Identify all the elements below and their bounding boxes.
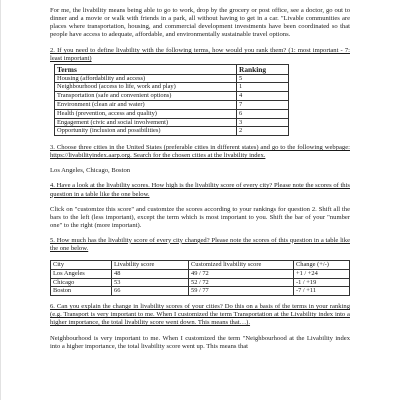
- city-cell: Boston: [51, 287, 112, 296]
- term-cell: Health (prevention, access and quality): [55, 109, 237, 118]
- table-row: [55, 109, 289, 118]
- rank-cell: 1: [237, 83, 289, 92]
- question-2: 2. If you need to define livability with the following terms, how would you rank them? (1: most important - 7: least important): [50, 47, 350, 63]
- term-cell: Neighbourhood (access to life, work and play): [55, 83, 237, 92]
- customize-instructions: Click on "customize this score" and customize the scores according to your rankings for question 2. Shift all the bars to the left (less important), except the term which is most important to you. Shift the bar of your "number one" to the right (more important).: [50, 205, 350, 229]
- ranking-header: Ranking: [237, 64, 289, 74]
- custom-score-cell: 59 / 77: [189, 287, 294, 296]
- question-4: 4. Have a look at the livability scores. How high is the livability score of every city? Please note the scores of this question in a table like the one below.: [50, 182, 350, 198]
- city-scores-table: [50, 260, 350, 296]
- city-table-header: [51, 261, 350, 270]
- table-row: [51, 269, 350, 278]
- question-5: 5. How much has the livability score of every city changed? Please note the scores of this question in a table like the one below.: [50, 236, 350, 252]
- city-header: City: [51, 261, 112, 270]
- term-cell: Opportunity (inclusion and possibilities): [55, 127, 237, 136]
- term-cell: Environment (clean air and water): [55, 100, 237, 109]
- city-cell: Los Angeles: [51, 269, 112, 278]
- table-row: [55, 83, 289, 92]
- rank-cell: 2: [237, 127, 289, 136]
- custom-score-cell: 49 / 72: [189, 269, 294, 278]
- table-row: [55, 100, 289, 109]
- ranking-table-header: [55, 64, 289, 74]
- rank-cell: 7: [237, 100, 289, 109]
- term-cell: Housing (affordability and access): [55, 74, 237, 83]
- table-row: [55, 74, 289, 83]
- score-cell: 48: [112, 269, 189, 278]
- customized-score-header: Customized livability score: [189, 261, 294, 270]
- change-cell: +1 / +24: [294, 269, 350, 278]
- question-3: 3. Choose three cities in the United States (preferable cities in different states) and go to the following webpage: https://livabilityindex.aarp.org. Search for the chosen cities at the livability index.: [50, 144, 350, 160]
- terms-header: Terms: [55, 64, 237, 74]
- livability-score-header: Livability score: [112, 261, 189, 270]
- change-cell: -1 / +19: [294, 278, 350, 287]
- term-cell: Transportation (safe and convenient options): [55, 92, 237, 101]
- custom-score-cell: 52 / 72: [189, 278, 294, 287]
- cities-answer: Los Angeles, Chicago, Boston: [50, 167, 131, 175]
- table-row: [55, 92, 289, 101]
- ranking-table: [54, 64, 289, 137]
- table-row: [55, 127, 289, 136]
- rank-cell: 6: [237, 109, 289, 118]
- table-row: [55, 118, 289, 127]
- change-header: Change (+/-): [294, 261, 350, 270]
- rank-cell: 3: [237, 118, 289, 127]
- table-row: [51, 278, 350, 287]
- rank-cell: 4: [237, 92, 289, 101]
- change-cell: -7 / +11: [294, 287, 350, 296]
- term-cell: Engagement (civic and social involvement): [55, 118, 237, 127]
- city-cell: Chicago: [51, 278, 112, 287]
- score-cell: 66: [112, 287, 189, 296]
- intro-paragraph: For me, the livability means being able to go to work, drop by the grocery or post office, see a doctor, go out to dinner and a movie or walk with friends in a park, all without having to get in a car. "Livable communities are places where transportation, housing, and commercial development investments have been coordinated so that people have access to adequate, affordable, and environmentally sustainable travel options.: [50, 7, 350, 39]
- document-content: [50, 7, 350, 351]
- table-row: [51, 287, 350, 296]
- rank-cell: 5: [237, 74, 289, 83]
- answer-6: Neighbourhood is very important to me. When I customized the term "Neighbourhood at the Livability index into a higher importance, the total livability score went up. This means that: [50, 334, 350, 350]
- question-6: 6. Can you explain the change in livability scores of your cities? Do this on a basis of the terms in your ranking (e.g. Transport is very important to me. When I customized the term Transportation at the Livability index into a higher importance, the total livability score went down. This means that…).: [50, 303, 350, 327]
- score-cell: 53: [112, 278, 189, 287]
